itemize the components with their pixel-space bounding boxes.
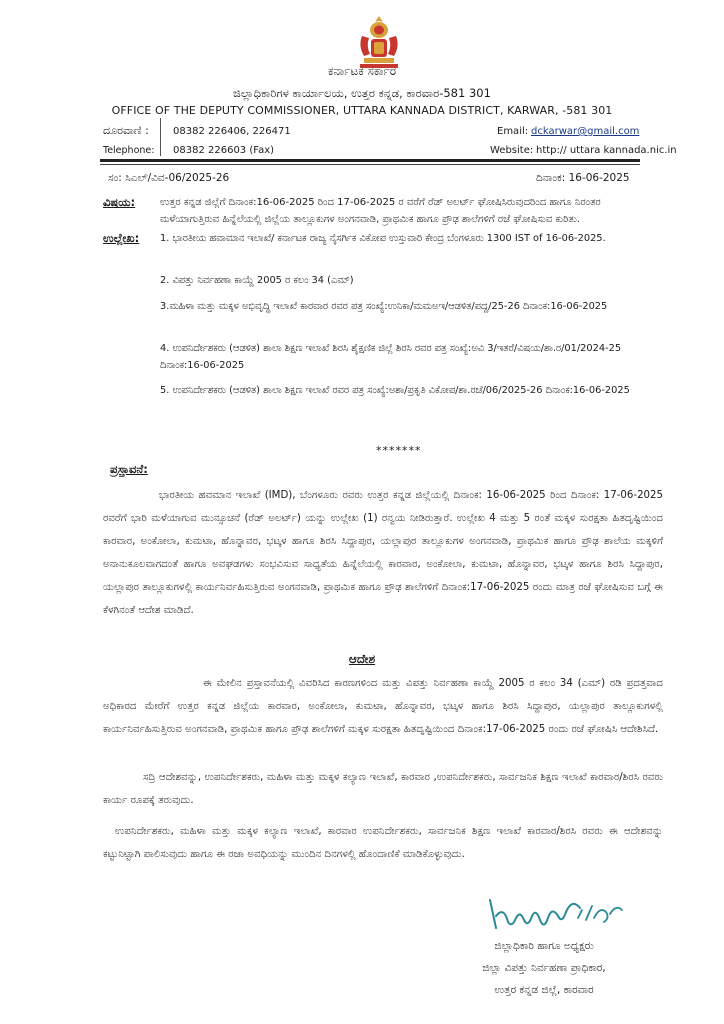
order-text: ಈ ಮೇಲಿನ ಪ್ರಸ್ತಾವನೆಯಲ್ಲಿ ವಿವರಿಸಿದ ಕಾರಣಗಳಿಂದ ಮತ್ತು ವಿಪತ್ತು ನಿರ್ವಹಣಾ ಕಾಯ್ದೆ 2005 ರ ಕಲಂ 34 (ಎಮ್) ರಡಿ ಪ್ರದತ್ತವಾದ ಅಧಿಕಾರದ ಮೇರೆಗೆ ಉತ್ತರ ಕನ್ನಡ ಜಿಲ್ಲೆಯ ಕಾರವಾರ, ಅಂಕೋಲಾ, ಕುಮಟಾ, ಹೊನ್ನಾವರ, ಭಟ್ಕಳ ಹಾಗೂ ಶಿರಸಿ ಸಿದ್ದಾಪುರ, ಯಲ್ಲಾಪುರ ತಾಲ್ಲೂಕುಗಳಲ್ಲಿ ಕಾರ್ಯನಿರ್ವಹಿಸುತ್ತಿರುವ ಅಂಗನವಾಡಿ, ಪ್ರಾಥಮಿಕ ಹಾಗೂ ಪ್ರೌಢ ಶಾಲೆಗಳಿಗೆ ಮಕ್ಕಳ ಸುರಕ್ಷತಾ ಹಿತದೃಷ್ಟಿಯಿಂದ ದಿನಾಂಕ:17-06-2025 ರಂದು ರಜೆ ಘೋಷಿಸಿ ಆದೇಶಿಸಿದೆ. [103,678,663,735]
website-label: Website: [490,145,534,156]
karnataka-emblem-icon [352,14,406,70]
reference-item: 4. ಉಪನಿರ್ದೇಶಕರು (ಆಡಳಿತ) ಶಾಲಾ ಶಿಕ್ಷಣ ಇಲಾಖೆ ಶಿರಸಿ ಶೈಕ್ಷಣಿಕ ಜಿಲ್ಲೆ ಶಿರಸಿ ರವರ ಪತ್ರ ಸಂಖ್ಯೆ:ಅವಿ 3/ಇತರೆ/ವಿಷಯ/ಶಾ.ರ/01/2024-25 ದಿನಾಂಕ:16-06-2025 [160,343,622,371]
references-label: ಉಲ್ಲೇಖ: [103,231,140,245]
phone-label-kannada: ದೂರವಾಣಿ : [103,124,149,137]
email-label: Email: [497,126,529,137]
section-separator: ******* [376,444,422,457]
preamble-label: ಪ್ರಸ್ತಾವನೆ: [110,462,148,476]
letter-date: ದಿನಾಂಕ: 16-06-2025 [536,172,630,184]
office-title-kannada: ಜಿಲ್ಲಾಧಿಕಾರಿಗಳ ಕಾರ್ಯಾಲಯ, ಉತ್ತರ ಕನ್ನಡ, ಕಾರವಾರ-581 301 [233,86,491,100]
website-link[interactable]: http:// uttara kannada.nic.in [536,145,677,156]
reference-number: ಸಂ: ಸಿಎಲ್/ವಿವ-06/2025-26 [108,172,230,184]
preamble-text: ಭಾರತೀಯ ಹವಮಾನ ಇಲಾಖೆ (IMD), ಬೆಂಗಳೂರು ರವರು ಉತ್ತರ ಕನ್ನಡ ಜಿಲ್ಲೆಯಲ್ಲಿ ದಿನಾಂಕ: 16-06-2025 ರಿಂದ ದಿನಾಂಕ: 17-06-2025 ರವರೆಗೆ ಭಾರಿ ಮಳೆಯಾಗುವ ಮುನ್ಸೂಚನೆ (ರೆಡ್ ಅಲರ್ಟ್) ಯನ್ನು ಉಲ್ಲೇಖ (1) ರನ್ವಯ ನೀಡಿರುತ್ತಾರೆ. ಉಲ್ಲೇಖ 4 ಮತ್ತು 5 ರಂತೆ ಮಕ್ಕಳ ಸುರಕ್ಷತಾ ಹಿತದೃಷ್ಟಿಯಿಂದ ಕಾರವಾರ, ಅಂಕೋಲಾ, ಕುಮಟಾ, ಹೊನ್ನಾವರ, ಭಟ್ಕಳ ಹಾಗೂ ಶಿರಸಿ ಸಿದ್ದಾಪುರ, ಯಲ್ಲಾಪುರ ತಾಲ್ಲೂಕುಗಳ ಅಂಗನವಾಡಿ, ಪ್ರಾಥಮಿಕ ಹಾಗೂ ಪ್ರೌಢ ಶಾಲೆಯ ಮಕ್ಕಳಿಗೆ ಅನಾನುಕೂಲವಾಗದಂತೆ ಹಾಗೂ ಅವಘಡಗಳು ಸಂಭವಿಸುವ ಸಾಧ್ಯತೆಯ ಹಿನ್ನೆಲೆಯಲ್ಲಿ ಕಾರವಾರ, ಅಂಕೋಲಾ, ಕುಮಟಾ, ಹೊನ್ನಾವರ, ಭಟ್ಕಳ ಹಾಗೂ ಶಿರಸಿ ಸಿದ್ದಾಪುರ, ಯಲ್ಲಾಪುರ ತಾಲ್ಲೂಕುಗಳಲ್ಲಿ ಕಾರ್ಯನಿರ್ವಹಿಸುತ್ತಿರುವ ಅಂಗನವಾಡಿ, ಪ್ರಾಥಮಿಕ ಹಾಗೂ ಪ್ರೌಢ ಶಾಲೆಗಳಿಗೆ ದಿನಾಂಕ:17-06-2025 ರಂದು ಮಾತ್ರ ರಜೆ ಘೋಷಿಸುವ ಬಗ್ಗೆ ಈ ಕೆಳಗಿನಂತೆ ಆದೇಶ ಮಾಡಿದೆ. [103,490,663,616]
order-label: ಆದೇಶ [348,652,376,666]
subject-text: ಉತ್ತರ ಕನ್ನಡ ಜಿಲ್ಲೆಗೆ ದಿನಾಂಕ:16-06-2025 ರಿಂದ 17-06-2025 ರ ವರೆಗೆ ರೆಡ್ ಅಲರ್ಟ್ ಘೋಷಿಸಿರುವುದರಿಂದ ಹಾಗೂ ನಿರಂತರ ಮಳೆಯಾಗುತ್ತಿರುವ ಹಿನ್ನೆಲೆಯಲ್ಲಿ ಜಿಲ್ಲೆಯ ತಾಲ್ಲೂಕುಗಳ ಅಂಗನವಾಡಿ, ಪ್ರಾಥಮಿಕ ಹಾಗೂ ಪ್ರೌಢ ಶಾಲೆಗಳಿಗೆ ರಜೆ ಘೋಷಿಸುವ ಕುರಿತು. [160,197,601,225]
contact-divider [160,118,161,156]
handwritten-signature [482,888,632,938]
reference-item: 3.ಮಹಿಳಾ ಮತ್ತು ಮಕ್ಕಳ ಅಭಿವೃದ್ಧಿ ಇಲಾಖೆ ಕಾರವಾರ ರವರ ಪತ್ರ ಸಂಖ್ಯೆ:ಉನಿಕಾ/ಮಮಅಇ/ಆಡಳಿತ/ಪದ್ದ/25-26 ದಿನಾಂಕ:16-06-2025 [160,301,608,312]
phone-numbers: 08382 226406, 226471 [173,126,291,137]
reference-item: 1. ಭಾರತೀಯ ಹವಾಮಾನ ಇಲಾಖೆ/ ಕರ್ನಾಟಕ ರಾಜ್ಯ ನೈಸರ್ಗಿಕ ವಿಕೋಪ ಉಸ್ತುವಾರಿ ಕೇಂದ್ರ ಬೆಂಗಳೂರು 1300 IST of 16-06-2025. [160,233,606,244]
signatory-authority: ಜಿಲ್ಲಾ ವಿಪತ್ತು ನಿರ್ವಹಣಾ ಪ್ರಾಧಿಕಾರ, [482,962,606,974]
subject-label: ವಿಷಯ: [103,195,136,209]
phone-label-english: Telephone: [103,145,155,156]
office-title-english: OFFICE OF THE DEPUTY COMMISSIONER, UTTARA KANNADA DISTRICT, KARWAR, -581 301 [111,104,613,117]
header-rule-thin [100,164,640,165]
reference-item: 5. ಉಪನಿರ್ದೇಶಕರು (ಆಡಳಿತ) ಶಾಲಾ ಶಿಕ್ಷಣ ಇಲಾಖೆ ರವರ ಪತ್ರ ಸಂಖ್ಯೆ:ಅಶಾ/ಪ್ರಕೃತಿ ವಿಕೋಪ/ಶಾ.ರಜೆ/06/2025-26 ದಿನಾಂಕ:16-06-2025 [160,385,630,396]
fax-number: 08382 226603 (Fax) [173,145,275,156]
order-implementation-text: ಸದ್ರಿ ಆದೇಶವನ್ನು, ಉಪನಿರ್ದೇಶಕರು, ಮಹಿಳಾ ಮತ್ತು ಮಕ್ಕಳ ಕಲ್ಯಾಣ ಇಲಾಖೆ, ಕಾರವಾರ ,ಉಪನಿರ್ದೇಶಕರು, ಸಾರ್ವಜನಿಕ ಶಿಕ್ಷಣ ಇಲಾಖೆ ಕಾರವಾರ/ಶಿರಸಿ ರವರು ಕಾರ್ಯ ರೂಪಕ್ಕೆ ತರುವುದು. [103,772,663,806]
header-rule [100,159,640,162]
order-compliance-text: ಉಪನಿರ್ದೇಶಕರು, ಮಹಿಳಾ ಮತ್ತು ಮಕ್ಕಳ ಕಲ್ಯಾಣ ಇಲಾಖೆ, ಕಾರವಾರ ಉಪನಿರ್ದೇಶಕರು, ಸಾರ್ವಜನಿಕ ಶಿಕ್ಷಣ ಇಲಾಖೆ ಕಾರವಾರ/ಶಿರಸಿ ರವರು ಈ ಆದೇಶವನ್ನು ಕಟ್ಟುನಿಟ್ಟಾಗಿ ಪಾಲಿಸುವುದು ಹಾಗೂ ಈ ರಜಾ ಅವಧಿಯನ್ನು ಮುಂದಿನ ದಿನಗಳಲ್ಲಿ ಹೊಂದಾಣಿಕೆ ಮಾಡಿಕೊಳ್ಳುವುದು. [103,826,663,860]
signatory-title: ಜಿಲ್ಲಾಧಿಕಾರಿ ಹಾಗೂ ಅಧ್ಯಕ್ಷರು [494,940,594,952]
email-link[interactable]: dckarwar@gmail.com [531,126,640,137]
reference-item: 2. ವಿಪತ್ತು ನಿರ್ವಹಣಾ ಕಾಯ್ದೆ 2005 ರ ಕಲಂ 34 (ಎಮ್) [160,275,354,286]
signatory-location: ಉತ್ತರ ಕನ್ನಡ ಜಿಲ್ಲೆ, ಕಾರವಾರ [494,984,594,996]
govt-title: ಕರ್ನಾಟಕ ಸರ್ಕಾರ [327,64,397,78]
